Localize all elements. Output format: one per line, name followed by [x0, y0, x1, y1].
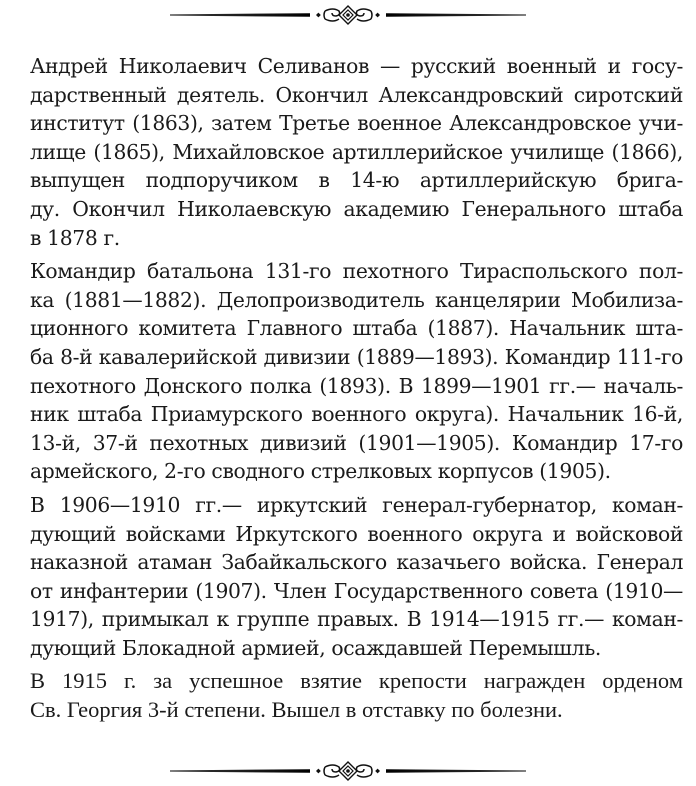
text-line: армейского, 2-го сводного стрелковых корпусов (1905).	[30, 459, 611, 484]
text-line: институт (1863), затем Третье военное Александровское учи-	[30, 111, 683, 136]
text-line: ду. Окончил Николаевскую академию Генерального штаба	[30, 196, 683, 221]
text-line: дующий Блокадной армией, осаждавшей Перемышль.	[30, 635, 601, 660]
text-line: дарственный деятель. Окончил Александровский сиротский	[30, 82, 683, 107]
text-line: ба 8-й кавалерийской дивизии (1889—1893). Командир 111-го	[30, 344, 683, 369]
text-line: 1917), примыкал к группе правых. В 1914—1915 гг.— коман-	[30, 607, 683, 632]
paragraph-2	[13, 257, 683, 486]
top-ornament-divider	[0, 0, 696, 30]
bottom-ornament-divider	[0, 756, 696, 786]
text-line: пехотного Донского полка (1893). В 1899—1901 гг.— началь-	[30, 373, 683, 398]
text-line: лище (1865), Михайловское артиллерийское училище (1866),	[30, 139, 683, 164]
text-line: ка (1881—1882). Делопроизводитель канцелярии Мобилиза-	[30, 287, 683, 312]
decorative-divider-icon	[168, 3, 528, 27]
text-line: в 1878 г.	[30, 225, 120, 250]
text-line: Командир батальона 131-го пехотного Тираспольского пол-	[30, 259, 683, 284]
text-line: ционного комитета Главного штаба (1887). Начальник шта-	[30, 316, 683, 341]
text-line: В 1915 г. за успешное взятие крепости награжден орденом	[30, 668, 683, 694]
paragraph-3	[13, 491, 683, 663]
text-line: ник штаба Приамурского военного округа). Начальник 16-й,	[30, 402, 683, 427]
text-line: В 1906—1910 гг.— иркутский генерал-губернатор, коман-	[30, 492, 683, 517]
text-line: выпущен подпоручиком в 14-ю артиллерийскую брига-	[30, 168, 683, 193]
text-line: Св. Георгия 3-й степени. Вышел в отставку по болезни.	[30, 697, 563, 723]
paragraph-4	[13, 667, 683, 724]
decorative-divider-icon	[168, 759, 528, 783]
paragraph-1	[13, 52, 683, 252]
text-line: Андрей Николаевич Селиванов — русский военный и госу-	[30, 54, 683, 78]
article-body	[13, 52, 683, 730]
text-line: 13-й, 37-й пехотных дивизий (1901—1905). Командир 17-го	[30, 430, 683, 455]
text-line: наказной атаман Забайкальского казачьего войска. Генерал	[30, 550, 683, 575]
text-line: дующий войсками Иркутского военного округа и войсковой	[30, 521, 683, 546]
text-line: от инфантерии (1907). Член Государственного совета (1910—	[30, 578, 683, 603]
